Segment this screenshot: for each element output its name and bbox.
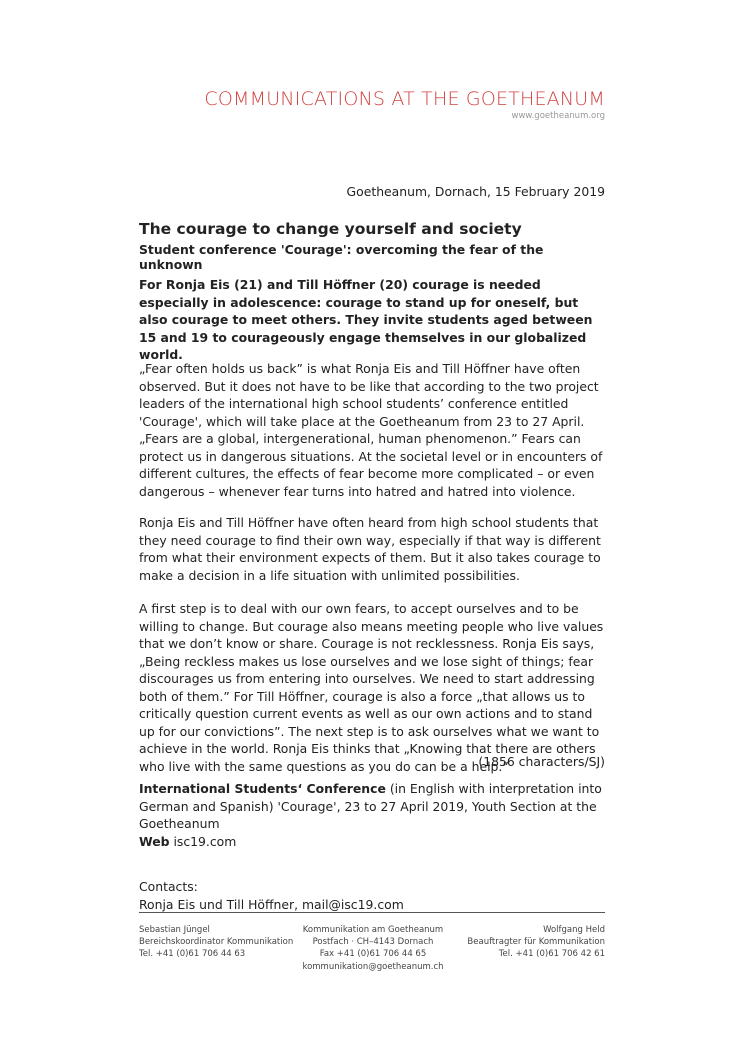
footer-divider <box>139 912 605 913</box>
footer-center-org: Kommunikation am Goetheanum <box>302 925 444 935</box>
footer-center-address: Postfach · CH–4143 Dornach <box>312 937 434 948</box>
web-label: Web <box>139 833 170 849</box>
dateline: Goetheanum, Dornach, 15 February 2019 <box>346 184 605 199</box>
footer-right <box>467 924 605 961</box>
body-paragraph-1: „Fear often holds us back” is what Ronja Eis and Till Höffner have often observed. But it does not have to be like that according to the two project leaders of the international high school students’ conference entitled 'Courage', which will take place at the Goetheanum from 23 to 27 April. „Fears are a global, intergenerational, human phenomenon.” Fears can protect us in dangerous situations. At the societal level or in encounters of different cultures, the effects of fear become more complicated – or even dangerous – whenever fear turns into hatred and hatred into violence. <box>139 361 603 499</box>
footer-right-name: Wolfgang Held <box>543 925 605 935</box>
body-paragraph-2: Ronja Eis and Till Höffner have often heard from high school students that they need courage to find their own way, especially if that way is different from what their environment expects of them. But it also takes courage to make a decision in a life situation with unlimited possibilities. <box>139 515 601 583</box>
web-link[interactable]: isc19.com <box>169 833 237 849</box>
footer-right-phone: Tel. +41 (0)61 706 42 61 <box>498 949 605 960</box>
conference-info <box>139 780 605 850</box>
lead-paragraph: For Ronja Eis (21) and Till Höffner (20) courage is needed especially in adolescence: courage to stand up for oneself, but also courage to meet others. They invite students aged between 15 and 19 to courageously engage themselves in our globalized world. <box>139 277 593 362</box>
contacts-heading: Contacts: <box>139 879 198 894</box>
footer-left-name: Sebastian Jüngel <box>139 925 210 935</box>
footer-left-phone: Tel. +41 (0)61 706 44 63 <box>139 949 246 960</box>
contacts-line[interactable]: Ronja Eis und Till Höffner, mail@isc19.com <box>139 896 404 912</box>
article-subtitle: Student conference 'Courage': overcoming the fear of the unknown <box>139 242 544 272</box>
brand-heading: COMMUNICATIONS AT THE GOETHEANUM <box>204 88 605 110</box>
conference-text: (in English with interpretation into German and Spanish) 'Courage', 23 to 27 April 2019, Youth Section at the Goetheanum <box>139 781 602 831</box>
footer-center <box>289 924 457 973</box>
character-count: (1856 characters/SJ) <box>478 754 605 769</box>
footer-center-email[interactable]: kommunikation@goetheanum.ch <box>302 961 444 972</box>
footer-left-role: Bereichskoordinator Kommunikation <box>139 937 294 948</box>
body-paragraph-3: A first step is to deal with our own fears, to accept ourselves and to be willing to change. But courage also means meeting people who live values that we don’t know or share. Courage is not recklessness. Ronja Eis says, „Being reckless makes us lose ourselves and we lose sight of things; fear discourages us from entering into ourselves. We need to start addressing both of them.” For Till Höffner, courage is also a force „that allows us to critically question current events as well as our own actions and to stand up for our convictions”. The next step is to ask ourselves what we want to achieve in the world. Ronja Eis thinks that „Knowing that there are others who live with the same questions as you do can be a help.” <box>139 601 604 774</box>
article-title: The courage to change yourself and society <box>139 220 522 238</box>
website-url: www.goetheanum.org <box>511 111 605 121</box>
footer-right-role: Beauftragter für Kommunikation <box>467 937 605 948</box>
conference-label: International Students‘ Conference <box>139 781 386 796</box>
footer-center-fax: Fax +41 (0)61 706 44 65 <box>319 949 427 960</box>
footer-left <box>139 924 293 961</box>
contacts-block <box>139 878 605 913</box>
